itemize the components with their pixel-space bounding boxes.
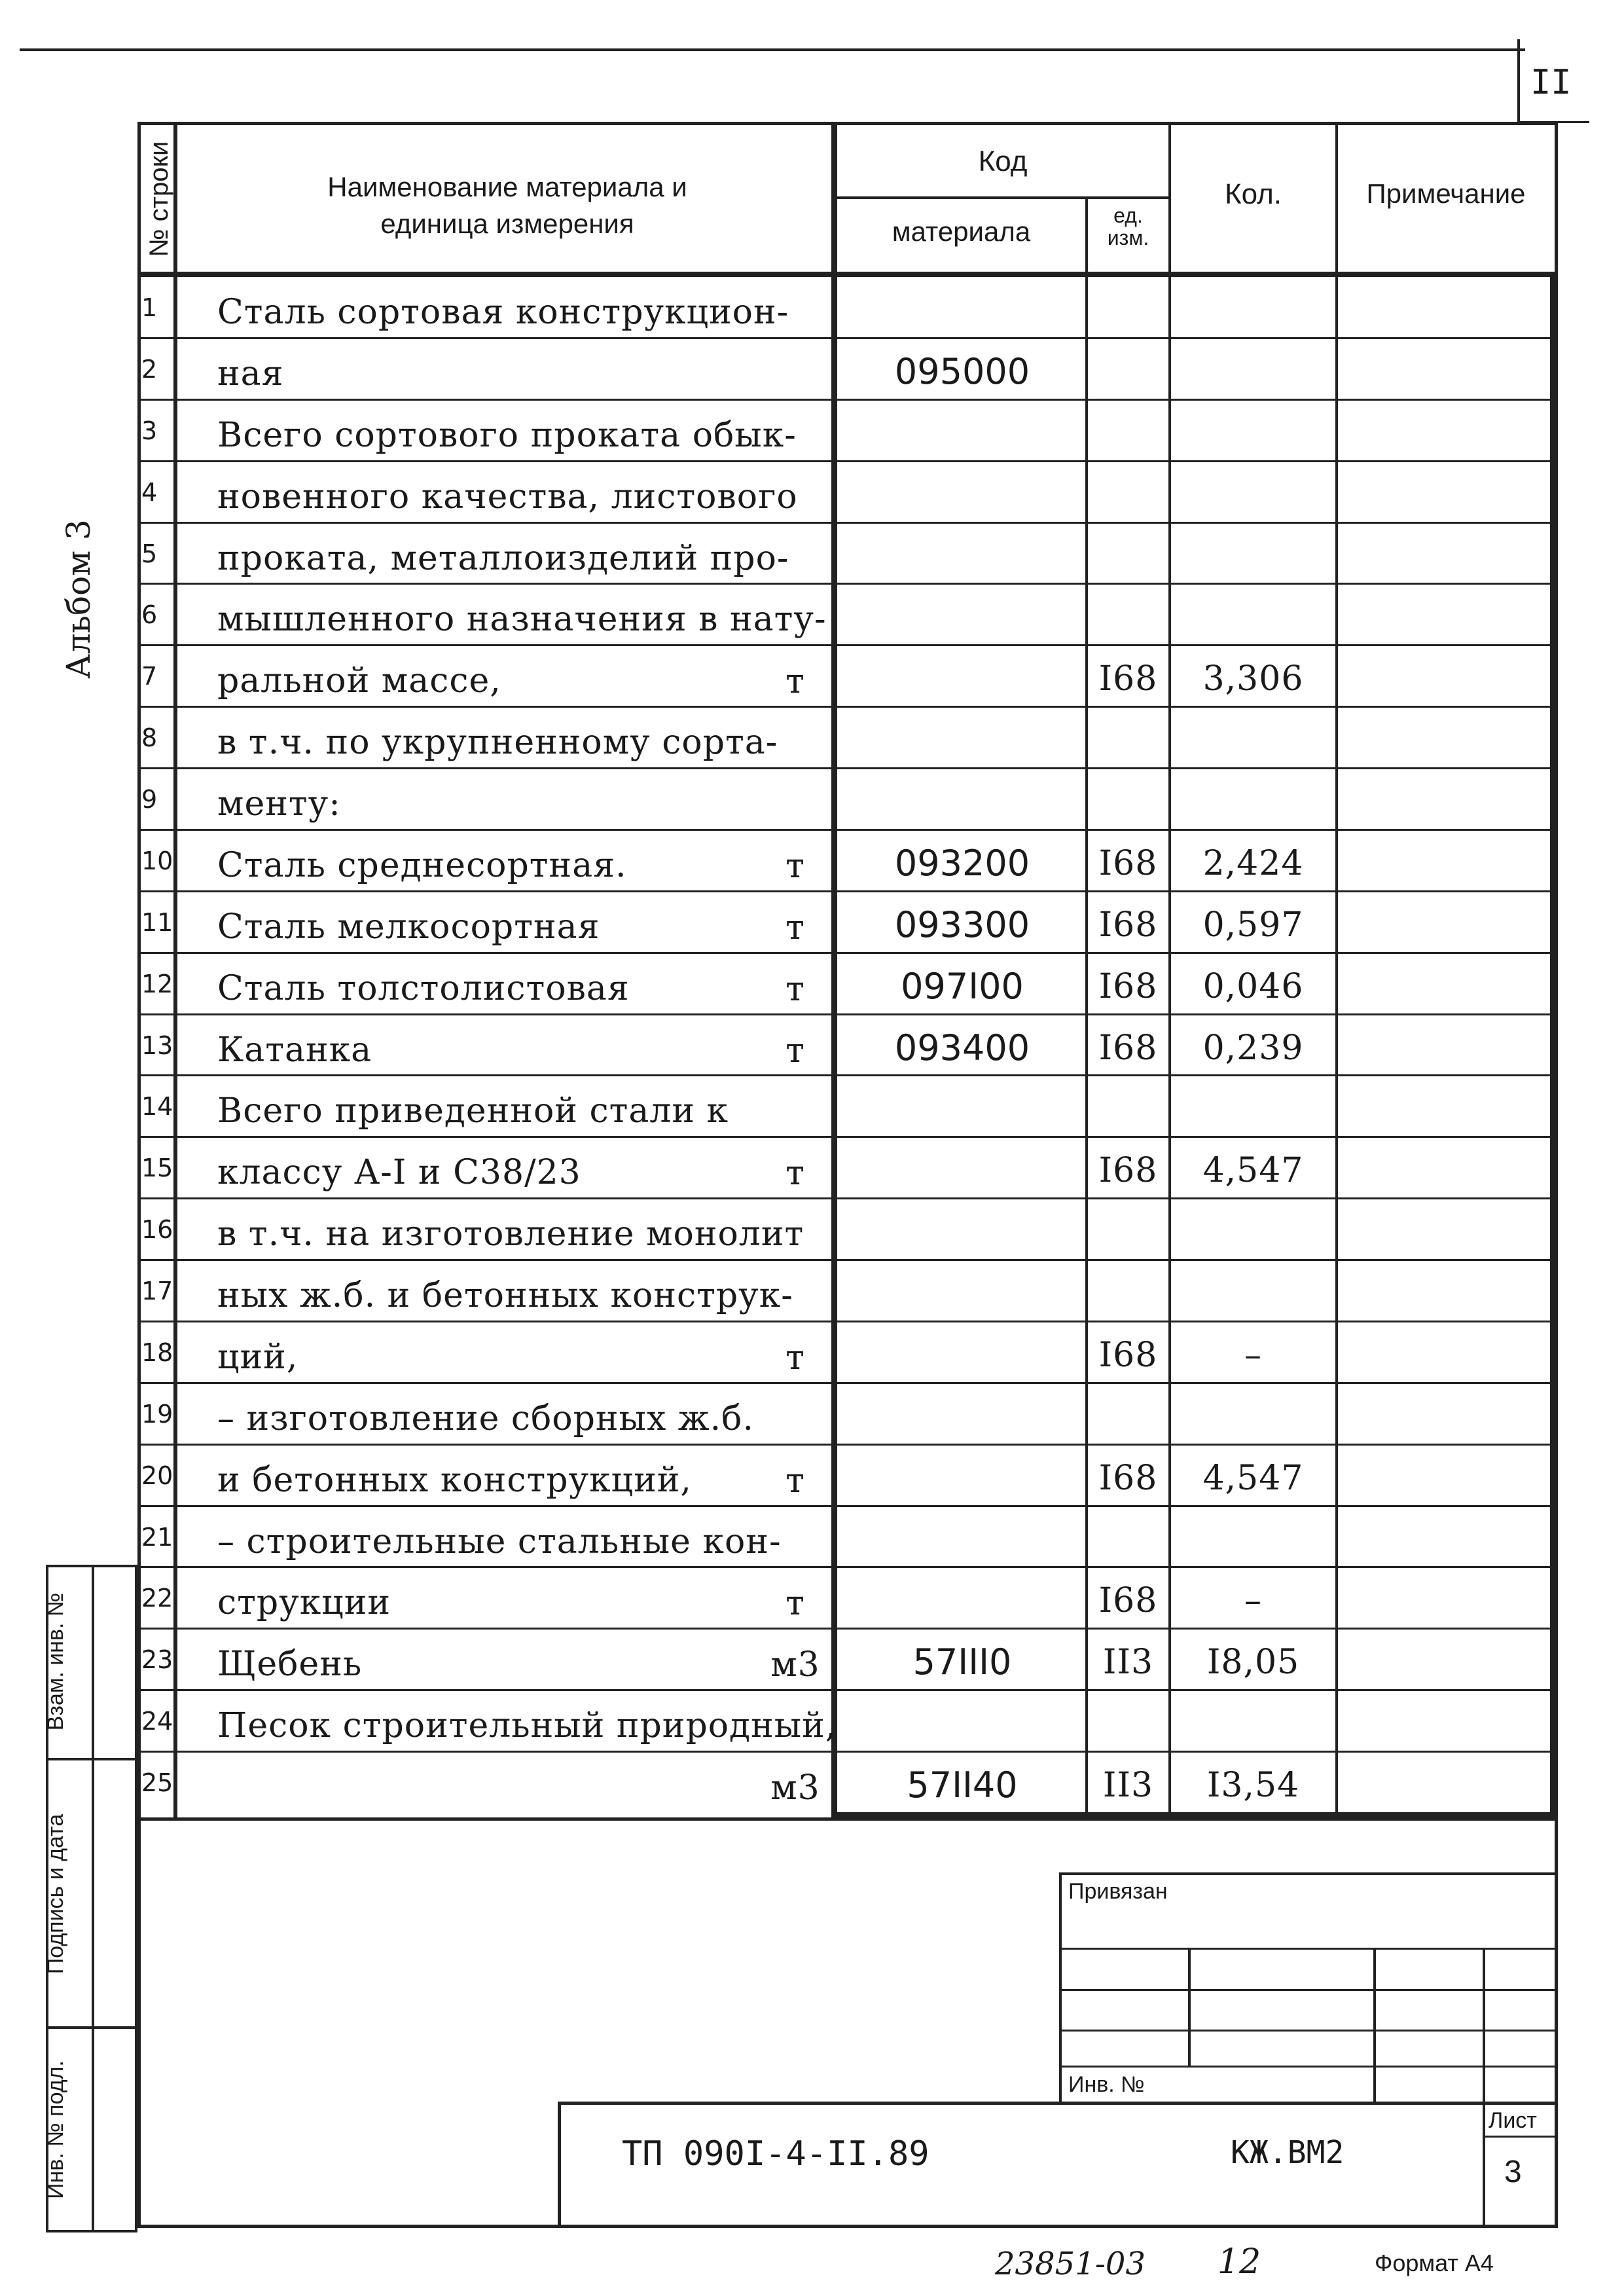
- row-unit-code: [1088, 1076, 1168, 1137]
- row-name: Сталь толстолистовая: [217, 969, 630, 1008]
- row-unit-code: [1088, 1260, 1168, 1322]
- row-unit-code: [1088, 707, 1168, 769]
- row-quantity: [1171, 1260, 1335, 1322]
- privyazan-vline3: [1483, 1948, 1485, 2105]
- row-material-code: [841, 462, 1083, 523]
- row-unit: м3: [770, 1645, 820, 1685]
- row-number: 9: [141, 785, 158, 814]
- row-quantity: 2,424: [1202, 844, 1304, 883]
- row-unit: [766, 400, 825, 462]
- row-name: Щебень: [217, 1645, 363, 1684]
- row-name: в т.ч. по укрупненному сорта-: [217, 723, 778, 762]
- row-number: 11: [141, 908, 173, 937]
- row-material-code: [841, 1445, 1083, 1506]
- row-material-code: [841, 1260, 1083, 1322]
- row-number: 22: [141, 1584, 173, 1613]
- row-quantity: [1171, 707, 1335, 769]
- row-name: Сталь среднесортная.: [217, 846, 627, 885]
- row-material-code: 57II40: [907, 1764, 1018, 1806]
- row-quantity: [1171, 523, 1335, 585]
- row-unit-code: I68: [1098, 1029, 1158, 1068]
- row-material-code: [841, 584, 1083, 646]
- privyazan-vline1: [1188, 1948, 1191, 2066]
- album-label: Альбом 3: [60, 519, 98, 679]
- row-unit-code: I68: [1098, 1581, 1158, 1620]
- row-material-code: [841, 1506, 1083, 1568]
- sheet-number-top: II: [1530, 63, 1572, 102]
- row-unit: т: [785, 847, 805, 886]
- row-material-code: [841, 523, 1083, 585]
- row-number: 25: [141, 1768, 173, 1797]
- corner-vline: [1517, 39, 1520, 124]
- row-unit-code: [1088, 1506, 1168, 1568]
- row-name: менту:: [217, 784, 341, 824]
- row-quantity: –: [1244, 1336, 1262, 1375]
- row-material-code: 093200: [894, 843, 1030, 884]
- header-unit-code: ед. изм.: [1107, 204, 1149, 249]
- list-number: 3: [1504, 2155, 1522, 2189]
- row-unit: [766, 1260, 825, 1322]
- row-unit-code: I68: [1098, 967, 1158, 1006]
- row-unit-code: I68: [1098, 844, 1158, 883]
- row-quantity: [1171, 584, 1335, 646]
- row-unit: [766, 1076, 825, 1137]
- row-material-code: 093400: [894, 1027, 1030, 1068]
- row-unit-code: [1088, 584, 1168, 646]
- row-quantity: 0,597: [1202, 905, 1304, 945]
- row-quantity: [1171, 1076, 1335, 1137]
- row-material-code: [841, 1076, 1083, 1137]
- inv-no-label: Инв. №: [1068, 2072, 1145, 2097]
- row-name: – изготовление сборных ж.б.: [217, 1399, 754, 1438]
- row-unit-code: I68: [1098, 1151, 1158, 1190]
- row-unit-code: II3: [1102, 1643, 1154, 1682]
- row-material-code: [841, 1137, 1083, 1199]
- row-number: 14: [141, 1092, 173, 1121]
- row-material-code: [841, 1199, 1083, 1260]
- row-name: Всего приведенной стали к: [217, 1091, 729, 1131]
- row-unit: [766, 338, 825, 400]
- row-unit-code: [1088, 462, 1168, 523]
- row-unit-code: [1088, 400, 1168, 462]
- header-row-number: № строки: [145, 141, 173, 257]
- row-quantity: –: [1244, 1581, 1262, 1620]
- row-unit-code: [1088, 1199, 1168, 1260]
- side-inv-podl-label: Инв. № подл.: [43, 2060, 68, 2199]
- row-number: 1: [141, 293, 158, 322]
- row-name: в т.ч. на изготовление монолит: [217, 1214, 804, 1254]
- row-unit-code: [1088, 523, 1168, 585]
- col-right-thick: [1550, 272, 1558, 1821]
- row-quantity: I3,54: [1206, 1766, 1300, 1805]
- list-hline: [1483, 2136, 1558, 2138]
- row-material-code: [841, 1322, 1083, 1383]
- list-label: Лист: [1489, 2108, 1537, 2133]
- top-rule: [20, 48, 1525, 51]
- row-material-code: [841, 277, 1083, 338]
- row-quantity: 0,239: [1202, 1029, 1304, 1068]
- header-code-group: Код: [978, 145, 1028, 177]
- row-unit: [766, 1383, 825, 1445]
- row-unit-code: I68: [1098, 1459, 1158, 1498]
- list-vline: [1483, 2102, 1485, 2228]
- row-name: и бетонных конструкций,: [217, 1461, 692, 1500]
- row-unit: т: [785, 1031, 805, 1070]
- doc-code: ТП 090I-4-II.89: [622, 2134, 929, 2174]
- row-material-code: [841, 1690, 1083, 1752]
- row-quantity: [1171, 1383, 1335, 1445]
- side-stamp-row1: [46, 1758, 137, 1760]
- row-quantity: 4,547: [1202, 1151, 1304, 1190]
- privyazan-label: Привязан: [1068, 1879, 1168, 1904]
- row-number: 23: [141, 1645, 173, 1674]
- row-unit-code: I68: [1098, 1336, 1158, 1375]
- row-unit-code: [1088, 1690, 1168, 1752]
- row-material-code: [841, 646, 1083, 707]
- row-name: мышленного назначения в нату-: [217, 600, 827, 639]
- row-quantity: [1171, 400, 1335, 462]
- row-material-code: [841, 400, 1083, 462]
- row-name: Сталь мелкосортная: [217, 907, 600, 947]
- row-material-code: [841, 1567, 1083, 1629]
- row-quantity: 0,046: [1202, 967, 1304, 1006]
- side-podpis-label: Подпись и дата: [43, 1813, 68, 1975]
- row-unit: [766, 707, 825, 769]
- row-unit: т: [785, 1154, 805, 1193]
- side-vzam-label: Взам. инв. №: [43, 1592, 68, 1731]
- side-stamp-divider: [92, 1565, 94, 2232]
- row-number: 10: [141, 847, 173, 875]
- row-unit: [766, 1690, 825, 1752]
- row-name: новенного качества, листового: [217, 477, 798, 517]
- row-quantity: [1171, 462, 1335, 523]
- row-name: – строительные стальные кон-: [217, 1522, 782, 1561]
- row-material-code: 097I00: [901, 966, 1024, 1007]
- row-material-code: 095000: [894, 351, 1030, 392]
- row-unit-code: II3: [1102, 1766, 1154, 1805]
- row-number: 6: [141, 600, 158, 629]
- row-unit: [766, 769, 825, 830]
- row-unit: т: [785, 1584, 805, 1623]
- row-name: проката, металлоизделий про-: [217, 539, 789, 578]
- row-unit: [766, 1506, 825, 1568]
- archive-number: 23851-03: [995, 2246, 1146, 2282]
- row-material-code: [841, 769, 1083, 830]
- row-quantity: I8,05: [1206, 1643, 1300, 1682]
- row-name: ций,: [217, 1338, 298, 1377]
- page-number: 12: [1218, 2242, 1261, 2282]
- row-quantity: [1171, 1506, 1335, 1568]
- row-name: Катанка: [217, 1030, 372, 1070]
- row-number: 19: [141, 1400, 173, 1429]
- row-number: 21: [141, 1523, 173, 1552]
- row-unit-code: [1088, 769, 1168, 830]
- row-unit: [766, 1199, 825, 1260]
- code-sub-line: [835, 196, 1168, 199]
- row-number: 18: [141, 1338, 173, 1367]
- row-number: 7: [141, 662, 158, 691]
- row-unit: [766, 584, 825, 646]
- row-unit-code: [1088, 338, 1168, 400]
- format-label: Формат А4: [1375, 2250, 1494, 2276]
- row-unit: т: [785, 908, 805, 947]
- row-name: ная: [217, 354, 284, 393]
- row-name: струкции: [217, 1583, 391, 1622]
- row-quantity: 3,306: [1202, 659, 1304, 699]
- row-name: Всего сортового проката обык-: [217, 416, 797, 455]
- row-name: ных ж.б. и бетонных конструк-: [217, 1276, 793, 1315]
- doc-mark: КЖ.ВМ2: [1231, 2134, 1344, 2171]
- row-quantity: [1171, 769, 1335, 830]
- row-unit: т: [785, 1338, 805, 1377]
- header-bottom-line: [137, 272, 1558, 277]
- row-number: 24: [141, 1707, 173, 1736]
- row-unit: м3: [770, 1768, 820, 1808]
- row-material-code: 093300: [894, 904, 1030, 945]
- row-name: Сталь сортовая конструкцион-: [217, 293, 789, 332]
- row-name: ральной массе,: [217, 661, 501, 701]
- row-unit: т: [785, 1461, 805, 1501]
- row-number: 8: [141, 723, 158, 752]
- header-note: Примечание: [1366, 178, 1526, 209]
- header-qty: Кол.: [1224, 178, 1282, 210]
- row-unit-code: I68: [1098, 905, 1158, 945]
- row-unit: т: [785, 970, 805, 1009]
- row-material-code: [841, 1383, 1083, 1445]
- row-quantity: [1171, 1199, 1335, 1260]
- row-material-code: 57III0: [912, 1641, 1012, 1683]
- row-name: классу А-I и С38/23: [217, 1153, 581, 1192]
- row-number: 5: [141, 539, 158, 568]
- row-quantity: [1171, 277, 1335, 338]
- header-name: Наименование материала и единица измерения: [327, 172, 687, 239]
- row-name: Песок строительный природный,: [217, 1706, 837, 1745]
- row-number: 3: [141, 416, 158, 445]
- row-number: 20: [141, 1461, 173, 1490]
- side-stamp-row2: [46, 2026, 137, 2029]
- row-number: 16: [141, 1215, 173, 1244]
- row-unit: [766, 523, 825, 585]
- row-quantity: [1171, 1690, 1335, 1752]
- row-material-code: [841, 707, 1083, 769]
- row-unit-code: I68: [1098, 659, 1158, 699]
- row-number: 15: [141, 1154, 173, 1182]
- row-number: 13: [141, 1031, 173, 1060]
- header-material-code: материала: [892, 216, 1031, 247]
- row-number: 4: [141, 478, 158, 507]
- privyazan-vline2: [1373, 1948, 1376, 2105]
- row-unit-code: [1088, 277, 1168, 338]
- row-unit: [766, 462, 825, 523]
- row-quantity: [1171, 338, 1335, 400]
- row-unit-code: [1088, 1383, 1168, 1445]
- row-number: 2: [141, 355, 158, 384]
- row-quantity: 4,547: [1202, 1459, 1304, 1498]
- row-number: 17: [141, 1277, 173, 1305]
- row-number: 12: [141, 970, 173, 998]
- row-unit: [766, 277, 825, 338]
- row-unit: т: [785, 662, 805, 701]
